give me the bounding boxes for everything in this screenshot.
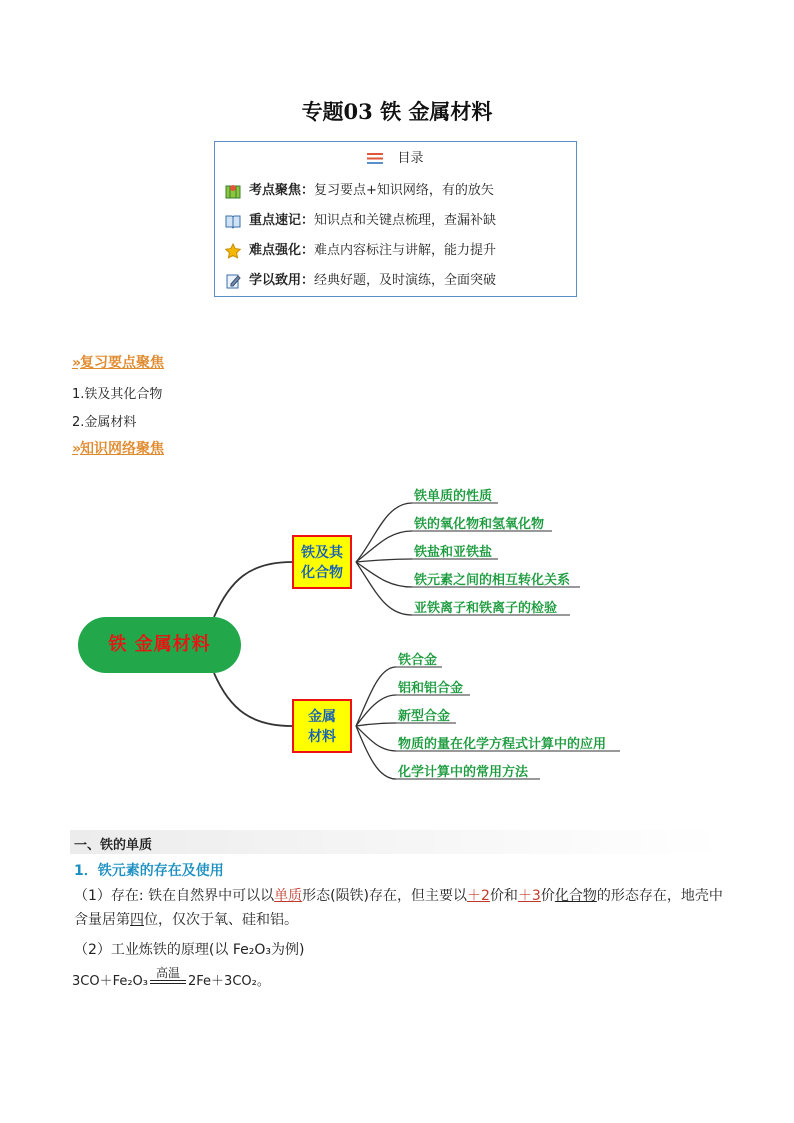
mindmap-leaf: 亚铁离子和铁离子的检验 <box>414 601 558 616</box>
toc-item-label: 学以致用： <box>249 273 315 288</box>
root-to-branch1-line <box>214 562 292 617</box>
equation-reactants: 3CO＋Fe₂O₃ <box>72 974 149 989</box>
text-run: 位，仅次于氧、硅和铝。 <box>144 912 298 928</box>
text-run: 含量居第 <box>74 912 130 928</box>
equation-arrow <box>150 966 186 989</box>
toc-item-text: 经典好题，及时演练，全面突破 <box>314 273 497 288</box>
mindmap-branch-metal-materials <box>292 699 352 753</box>
branch-label-line1: 金属 <box>308 709 336 725</box>
text-run: 形态(陨铁)存在，但主要以 <box>302 888 468 904</box>
underlined-answer: 四 <box>130 912 144 928</box>
section-band <box>70 830 724 854</box>
toc-item-label: 重点速记： <box>249 213 315 228</box>
review-item-2: 2.金属材料 <box>72 415 137 430</box>
mindmap-leaf: 物质的量在化学方程式计算中的应用 <box>398 737 607 752</box>
mindmap-leaf: 新型合金 <box>398 709 451 724</box>
equation-condition: 高温 <box>156 966 181 980</box>
double-chevron-icon: » <box>72 441 79 457</box>
branch-label-line2: 材料 <box>308 729 336 745</box>
mindmap-leaf: 铁单质的性质 <box>414 489 493 504</box>
double-chevron-icon: » <box>72 355 79 371</box>
network-heading-label: 知识网络聚焦 <box>80 441 165 457</box>
paragraph-smelting: （2）工业炼铁的原理(以 Fe₂O₃为例) <box>74 942 305 958</box>
mindmap-leaf: 铁盐和亚铁盐 <box>414 545 493 560</box>
page-title: 专题03 铁 金属材料 <box>301 99 493 124</box>
mindmap-leaf: 化学计算中的常用方法 <box>398 765 529 780</box>
toc-item-text: 知识点和关键点梳理，查漏补缺 <box>314 213 497 228</box>
section-band-label: 一、铁的单质 <box>74 838 153 853</box>
mindmap-branch-iron-compounds <box>292 535 352 589</box>
paragraph-existence <box>74 884 734 932</box>
toc-heading-label: 目录 <box>397 151 424 166</box>
toc-item-text: 难点内容标注与讲解，能力提升 <box>314 243 497 258</box>
subsection-heading: 1．铁元素的存在及使用 <box>74 863 224 879</box>
underlined-answer: ＋3 <box>517 888 541 904</box>
chemical-equation <box>72 966 270 989</box>
equation-products: 2Fe＋3CO₂。 <box>188 974 270 989</box>
mindmap-leaf: 铁元素之间的相互转化关系 <box>414 573 571 588</box>
mindmap-leaf: 铝和铝合金 <box>398 681 464 696</box>
text-run: 价和 <box>489 888 518 904</box>
mindmap-leaf: 铁的氧化物和氢氧化物 <box>414 517 545 532</box>
toc-item-label: 难点强化： <box>249 243 315 258</box>
review-heading-label: 复习要点聚焦 <box>80 355 165 371</box>
review-item-1: 1.铁及其化合物 <box>72 387 163 402</box>
root-to-branch2-line <box>214 673 292 726</box>
text-run: 的形态存在，地壳中 <box>596 888 723 904</box>
mindmap-root: 铁 金属材料 <box>78 617 241 673</box>
underlined-answer: 单质 <box>274 888 303 904</box>
mindmap-leaf: 铁合金 <box>398 653 438 668</box>
text-run: 价 <box>540 888 555 904</box>
toc-item-text: 复习要点+知识网络，有的放矢 <box>314 183 494 198</box>
branch-label-line2: 化合物 <box>301 565 343 581</box>
text-run: （1）存在: 铁在自然界中可以以 <box>74 888 275 904</box>
underlined-answer: 化合物 <box>554 888 597 904</box>
underlined-answer: ＋2 <box>467 888 490 904</box>
branch-label-line1: 铁及其 <box>301 545 343 561</box>
toc-item-label: 考点聚焦： <box>249 183 315 198</box>
